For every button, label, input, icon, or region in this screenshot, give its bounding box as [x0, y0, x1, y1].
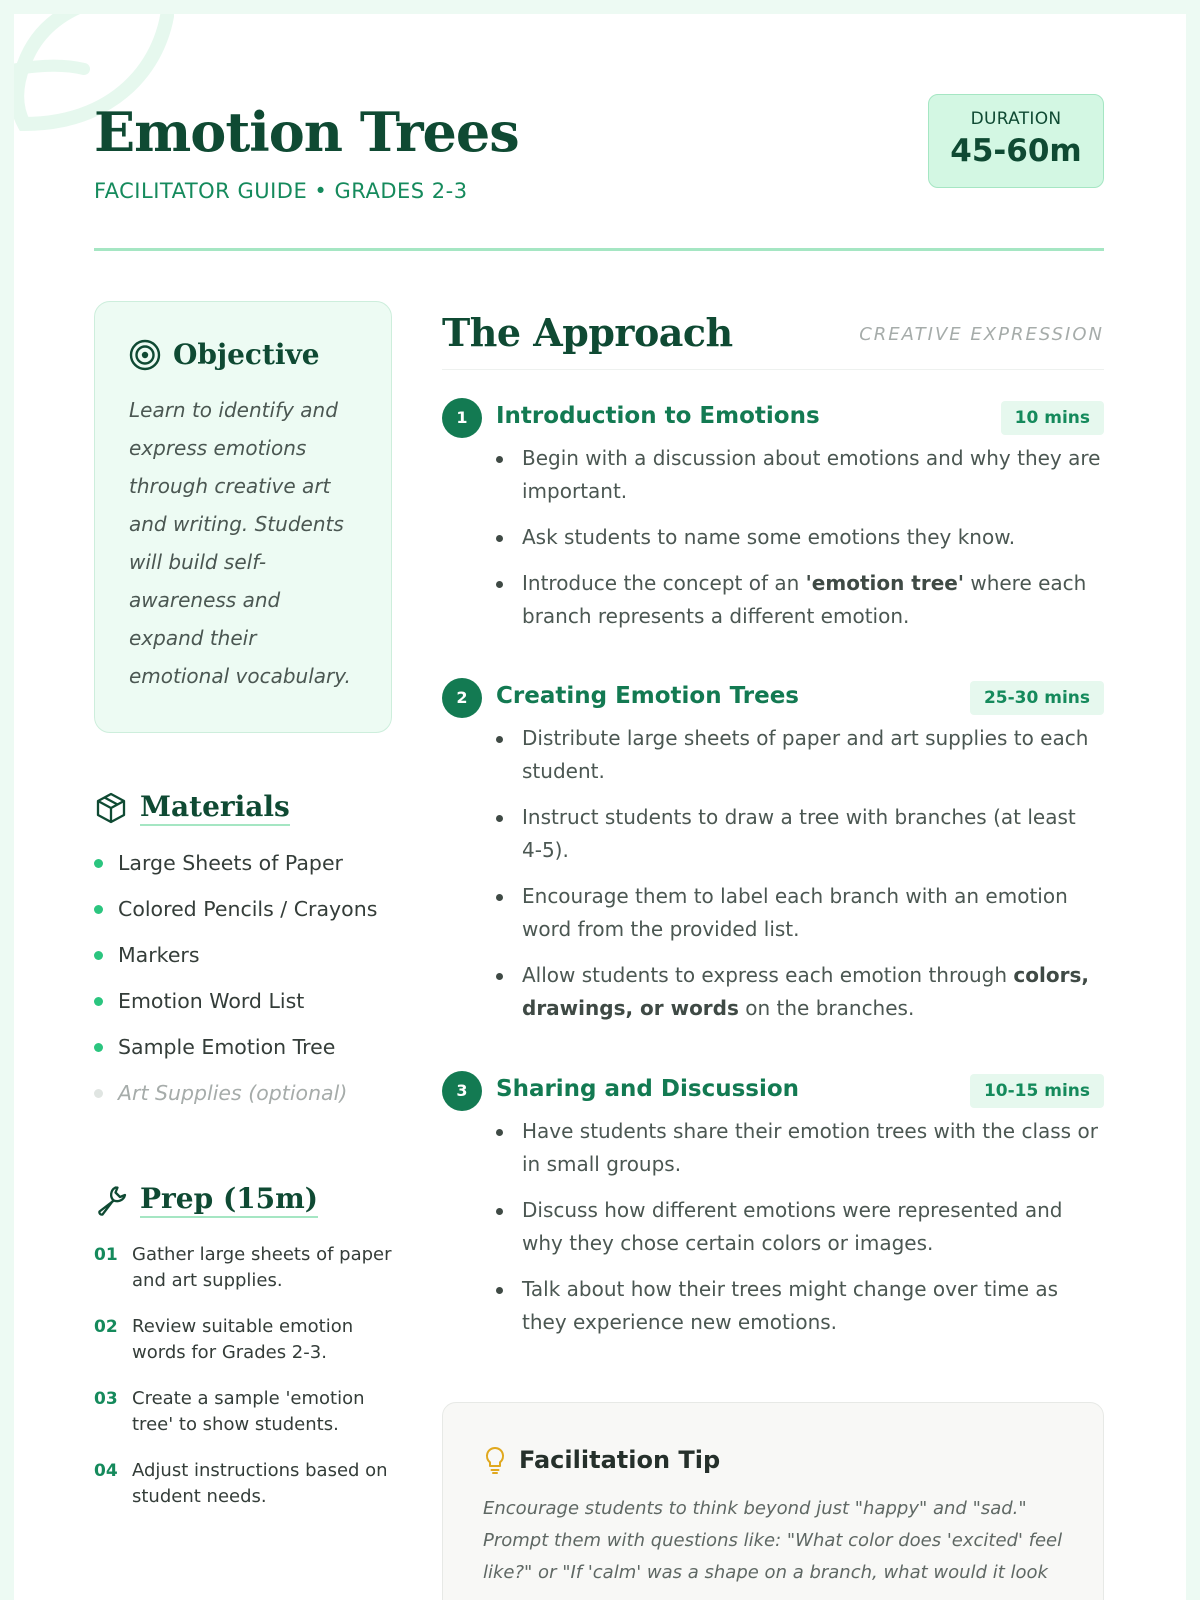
step-bullets [442, 1115, 1104, 1339]
prep-heading [94, 1182, 414, 1218]
objective-text: Learn to identify and express emotions through creative art and writing. Students will build self-awareness and expand their emotional vocabulary. [129, 398, 351, 688]
objective-heading [129, 338, 361, 371]
list-item: Ask students to name some emotions they know. [522, 521, 1102, 554]
materials-list [94, 848, 414, 1124]
materials-heading [94, 790, 414, 826]
prep-step-text: Create a sample 'emotion tree' to show students. [132, 1388, 365, 1435]
list-item-optional: Art Supplies (optional) [94, 1078, 414, 1124]
prep-step-number: 04 [94, 1461, 118, 1481]
materials-heading-text: Materials [140, 790, 290, 826]
list-item: Begin with a discussion about emotions and why they are important. [522, 442, 1102, 508]
step-number-badge: 2 [442, 678, 482, 718]
prep-section [94, 1182, 414, 1530]
materials-section [94, 790, 414, 1124]
list-item: Sample Emotion Tree [94, 1032, 414, 1078]
list-item: Have students share their emotion trees with the class or in small groups. [522, 1115, 1102, 1181]
wrench-icon [94, 1183, 128, 1217]
approach-step-1 [442, 398, 1104, 646]
prep-step-text: Gather large sheets of paper and art supplies. [132, 1244, 392, 1291]
prep-step-text: Review suitable emotion words for Grades 2-3. [132, 1316, 354, 1363]
step-title: Introduction to Emotions [496, 403, 820, 429]
list-item: Emotion Word List [94, 986, 414, 1032]
bullet-dot-icon [94, 951, 103, 960]
list-item [94, 1386, 414, 1438]
approach-title: The Approach [442, 310, 733, 355]
lightbulb-icon [483, 1445, 507, 1475]
header-divider [94, 248, 1104, 251]
approach-step-2 [442, 678, 1104, 1038]
approach-tag: CREATIVE EXPRESSION [859, 324, 1104, 345]
page-subtitle: FACILITATOR GUIDE • GRADES 2-3 [94, 179, 468, 203]
facilitation-tip-card [442, 1402, 1104, 1600]
approach-header [442, 310, 1104, 370]
prep-step-number: 01 [94, 1245, 118, 1265]
list-item: Introduce the concept of an 'emotion tree' where each branch represents a different emotion. [522, 567, 1102, 633]
tip-heading-text: Facilitation Tip [519, 1446, 721, 1474]
duration-value: 45-60m [950, 133, 1082, 169]
step-header [442, 398, 1104, 438]
step-title: Creating Emotion Trees [496, 683, 799, 709]
list-item: Colored Pencils / Crayons [94, 894, 414, 940]
step-bullets [442, 442, 1104, 633]
step-number-badge: 3 [442, 1071, 482, 1111]
bullet-dot-icon [94, 1089, 103, 1098]
list-item: Distribute large sheets of paper and art supplies to each student. [522, 722, 1102, 788]
prep-step-number: 03 [94, 1389, 118, 1409]
approach-step-3 [442, 1071, 1104, 1352]
bullet-dot-icon [94, 905, 103, 914]
bullet-dot-icon [94, 997, 103, 1006]
prep-heading-text: Prep (15m) [140, 1182, 318, 1218]
bullet-dot-icon [94, 1043, 103, 1052]
duration-badge [928, 94, 1104, 188]
bullet-dot-icon [94, 859, 103, 868]
list-item: Allow students to express each emotion through colors, drawings, or words on the branches. [522, 959, 1102, 1025]
list-item [94, 1458, 414, 1510]
step-time-badge: 10 mins [1001, 401, 1104, 435]
step-time-badge: 25-30 mins [970, 681, 1104, 715]
list-item: Markers [94, 940, 414, 986]
target-icon [129, 339, 161, 371]
objective-card [94, 301, 392, 733]
step-time-badge: 10-15 mins [970, 1074, 1104, 1108]
list-item: Discuss how different emotions were represented and why they chose certain colors or images. [522, 1194, 1102, 1260]
duration-label: DURATION [970, 109, 1062, 129]
list-item [94, 1314, 414, 1366]
list-item: Talk about how their trees might change over time as they experience new emotions. [522, 1273, 1102, 1339]
prep-step-text: Adjust instructions based on student needs. [132, 1460, 388, 1507]
list-item [94, 1242, 414, 1294]
list-item: Encourage them to label each branch with an emotion word from the provided list. [522, 880, 1102, 946]
step-number-badge: 1 [442, 398, 482, 438]
list-item: Large Sheets of Paper [94, 848, 414, 894]
step-header [442, 1071, 1104, 1111]
page-title: Emotion Trees [94, 100, 519, 164]
step-header [442, 678, 1104, 718]
lesson-page [14, 14, 1186, 1600]
prep-step-number: 02 [94, 1317, 118, 1337]
objective-heading-text: Objective [173, 338, 320, 371]
list-item: Instruct students to draw a tree with branches (at least 4-5). [522, 801, 1102, 867]
tip-heading [483, 1445, 1063, 1475]
step-title: Sharing and Discussion [496, 1076, 800, 1102]
prep-list [94, 1242, 414, 1510]
tip-text: Encourage students to think beyond just "happy" and "sad." Prompt them with questions like: "What color does 'excited' feel like?" or "If 'calm' was a shape on a branch, what would it look [483, 1498, 1063, 1583]
package-icon [94, 791, 128, 825]
step-bullets [442, 722, 1104, 1025]
